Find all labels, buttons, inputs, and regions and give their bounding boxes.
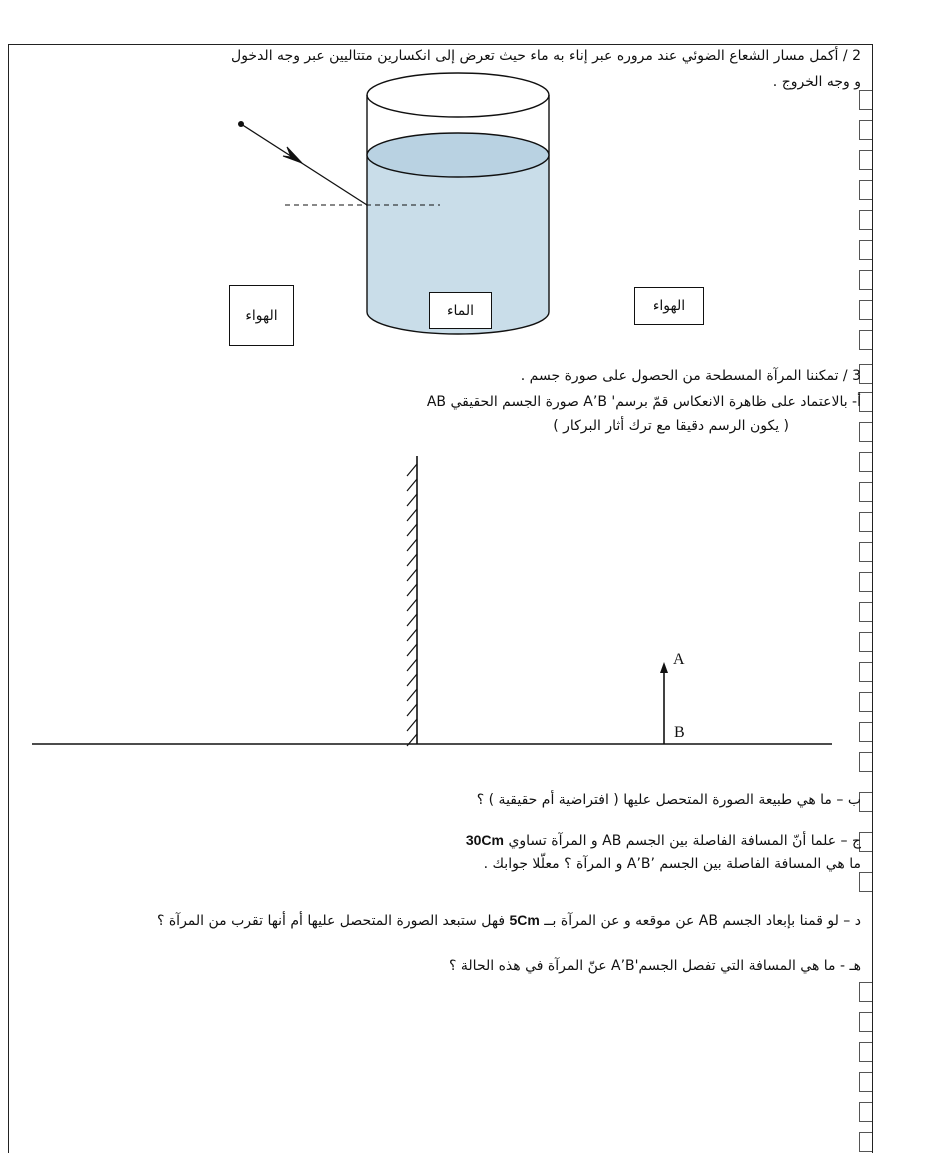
mirror-hatch-mark [407,524,417,536]
q3-part-d-value: 5Cm [509,912,540,928]
margin-box [859,1102,872,1122]
mirror-hatch-mark [407,674,417,686]
object-arrowhead [660,662,668,673]
margin-box [859,422,872,442]
mirror-hatch-mark [407,599,417,611]
mirror-hatch-mark [407,479,417,491]
point-b-label: B [674,724,685,741]
q3-part-d [157,912,861,929]
mirror-hatch-mark [407,509,417,521]
q3-part-c-line2: ما هي المسافة الفاصلة بين الجسم ’A’B و المرآة ؟ معلّلا جوابك . [483,856,861,872]
mirror-diagram [0,440,939,760]
mirror-hatch-mark [407,659,417,671]
q3-part-a: أ- بالاعتماد على ظاهرة الانعكاس قمّ برسم' A’B صورة الجسم الحقيقي AB [426,394,861,410]
q2-line1: 2 / أكمل مسار الشعاع الضوئي عند مروره عبر إناء به ماء حيث تعرض إلى انكسارين متتاليين عبر وجه الدخول [231,48,861,64]
margin-box [859,872,872,892]
mirror-hatch-mark [407,704,417,716]
q3-intro: 3 / تمكننا المرآة المسطحة من الحصول على صورة جسم . [520,368,861,384]
label-air-left: الهواء [229,285,294,346]
q3-part-b: ب – ما هي طبيعة الصورة المتحصل عليها ( افتراضية أم حقيقية ) ؟ [476,792,861,808]
mirror-hatch-mark [407,584,417,596]
q2-line2: و وجه الخروج . [772,74,861,90]
ray-arrowhead [283,147,302,163]
incident-ray [241,124,367,205]
label-water: الماء [429,292,492,329]
margin-box [859,1132,872,1152]
margin-box [859,1012,872,1032]
water-surface [367,133,549,177]
mirror-hatch-mark [407,614,417,626]
mirror-hatch-mark [407,464,417,476]
margin-box [859,982,872,1002]
mirror-hatch-mark [407,539,417,551]
label-air-right: الهواء [634,287,704,325]
q3-part-d-suffix: فهل ستبعد الصورة المتحصل عليها أم أنها تقرب من المرآة ؟ [156,913,510,929]
mirror-hatch-mark [407,719,417,731]
margin-box [859,1042,872,1062]
mirror-hatch-mark [407,644,417,656]
q3-part-c-value: 30Cm [465,832,504,848]
margin-box [859,1072,872,1092]
mirror-hatch-mark [407,629,417,641]
q3-part-a-note: ( يكون الرسم دقيقا مع ترك أثار البركار ) [553,418,789,434]
mirror-hatch-mark [407,554,417,566]
q3-part-c-text: ج – علما أنّ المسافة الفاصلة بين الجسم AB و المرآة تساوي [504,833,861,849]
beaker-rim [367,73,549,117]
mirror-hatching [407,464,417,746]
q3-part-c-line1 [466,832,861,849]
point-a-label: A [673,651,685,668]
q3-part-d-prefix: د – لو قمنا بإبعاد الجسم AB عن موقعه و عن المرآة بــ [539,913,861,929]
mirror-hatch-mark [407,494,417,506]
mirror-hatch-mark [407,689,417,701]
q3-part-e: هـ - ما هي المسافة التي تفصل الجسم'A’B عنّ المرآة في هذه الحالة ؟ [449,958,861,974]
mirror-hatch-mark [407,569,417,581]
